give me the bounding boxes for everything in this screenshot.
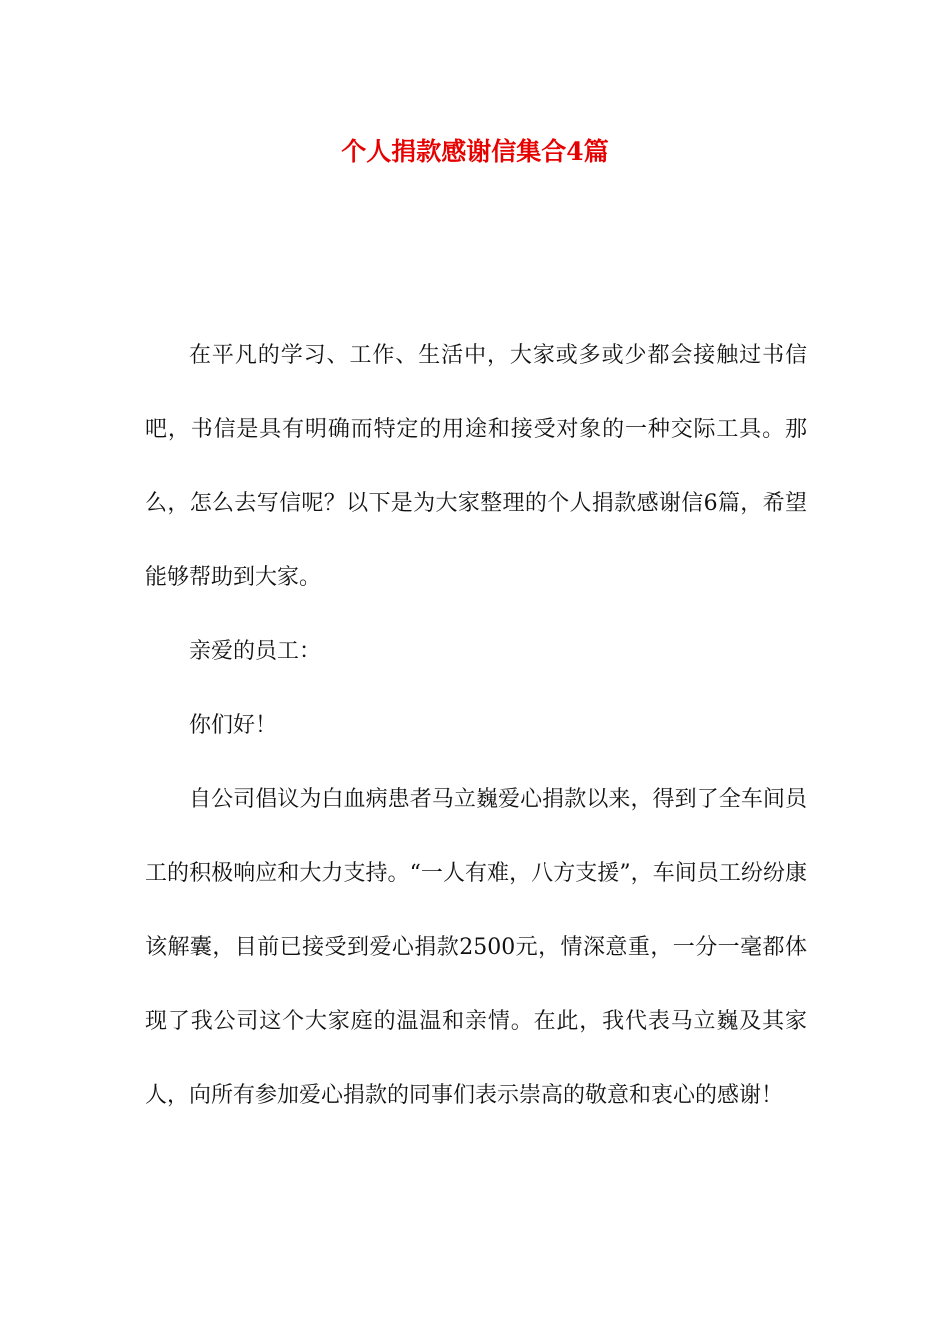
document-title: 个人捐款感谢信集合4篇 <box>341 137 609 166</box>
document-body <box>145 319 807 1133</box>
salutation: 亲爱的员工： <box>189 639 322 664</box>
intro-paragraph: 在平凡的学习、工作、生活中，大家或多或少都会接触过书信吧，书信是具有明确而特定的用途和接受对象的一种交际工具。那么，怎么去写信呢？以下是为大家整理的个人捐款感谢信6篇，希望能够帮助到大家。 <box>145 343 807 590</box>
letter-body-paragraph: 自公司倡议为白血病患者马立巍爱心捐款以来，得到了全车间员工的积极响应和大力支持。“一人有难，八方支援”，车间员工纷纷康该解囊，目前已接受到爱心捐款2500元，情深意重，一分一毫都体现了我公司这个大家庭的温温和亲情。在此，我代表马立巍及其家人，向所有参加爱心捐款的同事们表示崇高的敬意和衷心的感谢！ <box>145 787 807 1108</box>
greeting: 你们好！ <box>189 713 278 738</box>
